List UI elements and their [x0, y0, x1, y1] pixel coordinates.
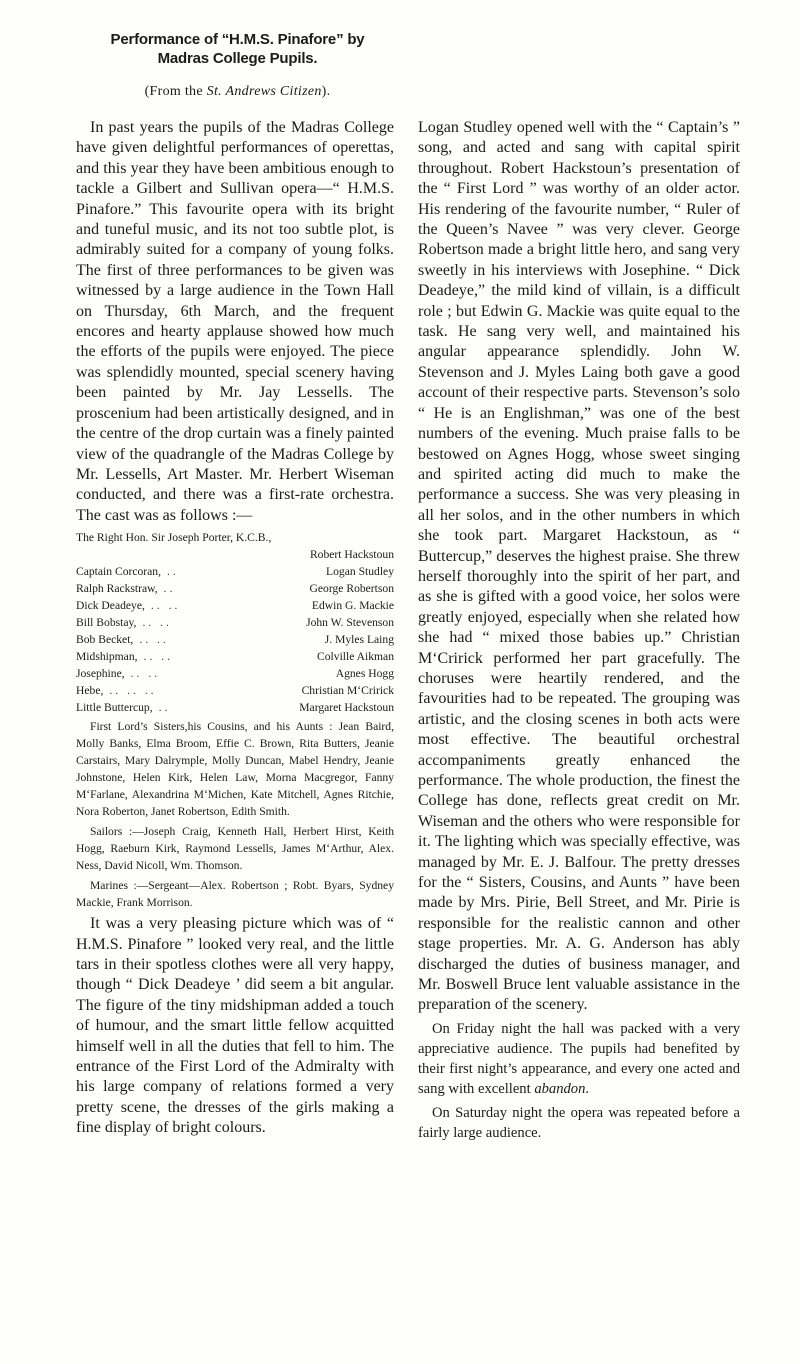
- cast-role: Midshipman,: [76, 650, 138, 664]
- cast-rows: [76, 563, 394, 716]
- article-source: [70, 84, 405, 100]
- cast-row: [76, 580, 394, 597]
- chorus-marines: Marines :—Sergeant—Alex. Robertson ; Robt. Byars, Sydney Mackie, Frank Morrison.: [76, 879, 394, 910]
- cast-row-first-lord: [76, 529, 394, 563]
- cast-row: [76, 614, 394, 631]
- cast-row: [76, 563, 394, 580]
- cast-dots: ..: [163, 582, 176, 596]
- cast-actor: Robert Hackstoun: [309, 548, 394, 562]
- friday-paragraph: [418, 1019, 740, 1100]
- source-suffix: ).: [321, 84, 331, 99]
- cast-actor: Christian M‘Cririck: [301, 684, 394, 698]
- cast-role: Bob Becket,: [76, 633, 134, 647]
- cast-dots: .. ..: [150, 599, 181, 613]
- cast-dots: .. ..: [139, 633, 169, 647]
- source-paper-name: St. Andrews Citizen: [206, 84, 322, 99]
- left-column: [76, 118, 394, 1139]
- friday-end: .: [585, 1081, 590, 1098]
- picture-paragraph: It was a very pleasing picture which was of “ H.M.S. Pinafore ” looked very real, and the little tars in their spotless clothes were all very happy, though “ Dick Deadeye ’ did seem a bit angular. The figure of the tiny midshipman added a touch of humour, and the smart little fellow acquitted himself well in all the duties that fell to him. The entrance of the First Lord of the Admiralty with his large company of relations formed a very pretty scene, the dresses of the girls making a fine display of bright colours.: [76, 915, 394, 1137]
- right-column: [418, 118, 740, 1143]
- cast-actor: Logan Studley: [326, 565, 394, 579]
- cast-row: [76, 597, 394, 614]
- cast-actor: Edwin G. Mackie: [311, 599, 394, 613]
- cast-role: Dick Deadeye,: [76, 599, 145, 613]
- chorus-sailors: Sailors :—Joseph Craig, Kenneth Hall, Herbert Hirst, Keith Hogg, Raeburn Kirk, Raymond Lessells, James M‘Arthur, Alex. Ness, David Nicoll, Wm. Thomson.: [76, 825, 394, 873]
- cast-actor: John W. Stevenson: [306, 616, 394, 630]
- article-title-line-1: Performance of “H.M.S. Pinafore” by: [110, 31, 365, 48]
- cast-role: Ralph Rackstraw,: [76, 582, 158, 596]
- cast-role: Little Buttercup,: [76, 701, 153, 715]
- cast-row: [76, 648, 394, 665]
- cast-actor: Margaret Hackstoun: [299, 701, 394, 715]
- cast-role: Captain Corcoran,: [76, 565, 161, 579]
- cast-role: Hebe,: [76, 684, 104, 698]
- cast-dots: .. ..: [142, 616, 172, 630]
- cast-actor: J. Myles Laing: [324, 633, 394, 647]
- cast-dots: .. ..: [130, 667, 161, 681]
- cast-row: [76, 699, 394, 716]
- cast-row: [76, 631, 394, 648]
- cast-actor: George Robertson: [309, 582, 394, 596]
- cast-dots: .. ..: [143, 650, 174, 664]
- cast-dots: .. .. ..: [109, 684, 157, 698]
- cast-actor: Agnes Hogg: [335, 667, 394, 681]
- cast-row: [76, 665, 394, 682]
- cast-row: [76, 682, 394, 699]
- chorus-sisters: First Lord’s Sisters,his Cousins, and his Aunts : Jean Baird, Molly Banks, Elma Broom, Effie C. Brown, Rita Butters, Jeanie Carstairs, Mary Dalrymple, Molly Duncan, Mabel Hendry, Jeanie Johnstone, Helen Kirk, Helen Law, Morna Macgregor, Fanny M‘Farlane, Alexandrina M‘Michen, Kate Mitchell, Agnes Ritchie, Nora Roberton, Janet Robertson, Edith Smith.: [76, 720, 394, 819]
- performers-paragraph: Logan Studley opened well with the “ Captain’s ” song, and acted and sang with capital spirit throughout. Robert Hackstoun’s presentation of the “ First Lord ” was worthy of an older actor. His rendering of the favourite number, “ Ruler of the Queen’s Navee ” was very clever. George Robertson made a bright little hero, and sang very sweetly in his interviews with Josephine. “ Dick Deadeye,” the mild kind of villain, is a difficult role ; but Edwin G. Mackie was quite equal to the task. He sang very well, and maintained his angular appearance splendidly. John W. Stevenson and J. Myles Laing both gave a good account of their respective parts. Stevenson’s solo “ He is an Englishman,” was one of the best numbers of the evening. Much praise falls to be bestowed on Agnes Hogg, whose sweet singing and spirited acting did much to make the performance a success. She was very pleasing in all her solos, and in the other numbers in which she took part. Margaret Hackstoun, as “ Buttercup,” deserves the highest praise. She threw herself thoroughly into the spirit of her part, and as she is gifted with a good voice, her solos were greatly enjoyed, especially when she related how she had “ mixed those babies up.” Christian M‘Cririck performed her part gracefully. The choruses were heartily rendered, and the favourities had to be repeated. The grouping was artistic, and the closing scenes in both acts were most effective. The beautiful orchestral accompaniments greatly enhanced the performance. The whole production, the finest the College has done, reflects great credit on Mr. Wiseman and the others who were responsible for it. The lighting which was specially effective, was managed by Mr. E. J. Balfour. The pretty dresses for the “ Sisters, Cousins, and Aunts ” have been made by Mrs. Pirie, Bell Street, and Mr. Pirie is responsible for the realistic cannon and other stage properties. Mr. A. G. Anderson has ably discharged the duties of business manager, and Mr. Boswell Bruce lent valuable assistance in the preparation of the scenery.: [418, 119, 740, 1014]
- cast-dots: ..: [167, 565, 179, 579]
- article-title-line-2: Madras College Pupils.: [157, 50, 318, 67]
- friday-text: On Friday night the hall was packed with a very appreciative audience. The pupils had benefited by their first night’s appearance, and every one acted and sang with excellent: [418, 1020, 740, 1098]
- saturday-paragraph: On Saturday night the opera was repeated before a fairly large audience.: [418, 1104, 740, 1141]
- cast-role: The Right Hon. Sir Joseph Porter, K.C.B.,: [76, 531, 272, 545]
- source-prefix: (From the: [144, 84, 207, 99]
- cast-dots: ..: [158, 701, 171, 715]
- cast-role: Josephine,: [76, 667, 125, 681]
- friday-italic: abandon: [534, 1081, 586, 1098]
- article-title: [70, 30, 405, 68]
- intro-paragraph: In past years the pupils of the Madras College have given delightful performances of operettas, and this year they have been ambitious enough to tackle a Gilbert and Sullivan opera—“ H.M.S. Pinafore.” This favourite opera with its bright and tuneful music, and its not too subtle plot, is admirably suited for a company of young folks. The first of three performances to be given was witnessed by a large audience in the Town Hall on Thursday, 6th March, and the frequent encores and hearty applause showed how much the efforts of the pupils were enjoyed. The piece was splendidly mounted, special scenery having been painted by Mr. Jay Lessells. The proscenium had been artistically designed, and in the centre of the drop curtain was a finely painted view of the quadrangle of the Madras College by Mr. Lessells, Art Master. Mr. Herbert Wiseman conducted, and there was a first-rate orchestra. The cast was as follows :—: [76, 119, 394, 524]
- chorus-list: [76, 718, 394, 911]
- cast-role: Bill Bobstay,: [76, 616, 137, 630]
- cast-actor: Colville Aikman: [317, 650, 394, 664]
- cast-list: [76, 529, 394, 716]
